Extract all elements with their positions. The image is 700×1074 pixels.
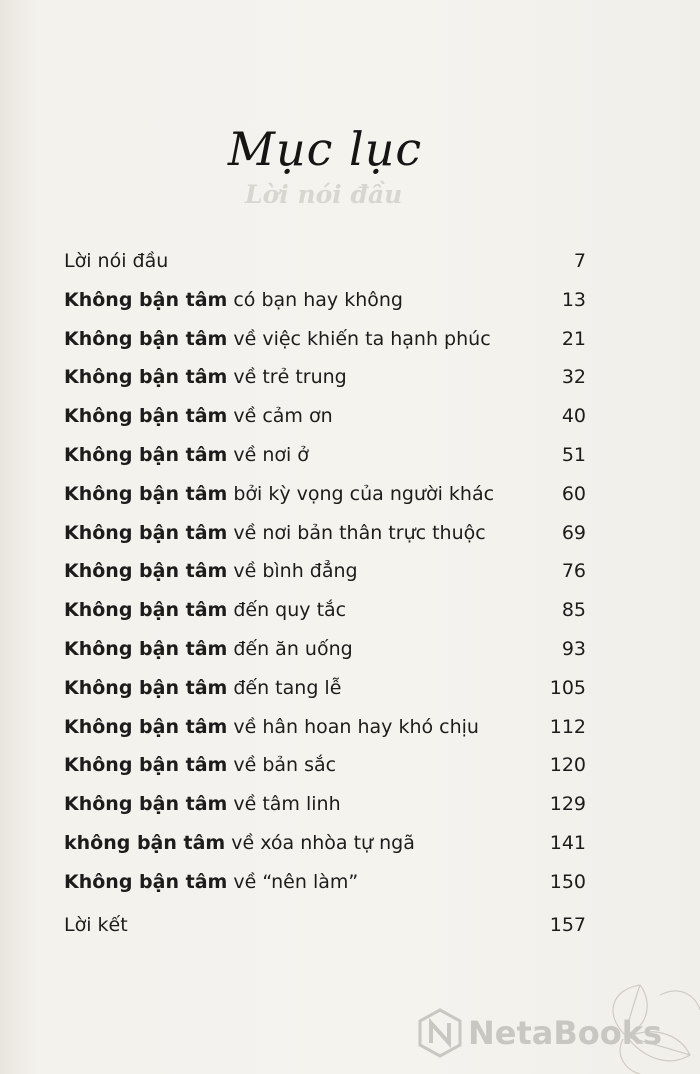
toc-row: Không bận tâm đến tang lễ 105 [64,669,594,708]
page-number: 51 [561,443,586,466]
toc-row: Không bận tâm về bản sắc 120 [64,746,594,785]
page-number: 93 [561,637,586,660]
page-number: 60 [561,482,586,505]
toc-row: Không bận tâm về bình đẳng 76 [64,552,594,591]
toc-row: Không bận tâm về cảm ơn 40 [64,397,594,436]
page-number: 85 [561,599,586,622]
page-number: 129 [549,793,586,816]
page-number: 32 [561,366,586,389]
page-number: 112 [549,715,586,738]
toc-row: Không bận tâm về trẻ trung 32 [64,358,594,397]
toc-row: Lời nói đầu 7 [64,242,594,281]
page-number: 120 [549,754,586,777]
page-number: 105 [549,676,586,699]
page-number: 76 [561,560,586,583]
toc-row: Không bận tâm có bạn hay không 13 [64,281,594,320]
page-number: 69 [561,521,586,544]
toc-row: Không bận tâm đến quy tắc 85 [64,591,594,630]
toc-row: Không bận tâm về “nên làm” 150 [64,863,594,902]
netabooks-logo-icon [418,1008,462,1058]
page-number: 21 [561,327,586,350]
toc-row: Lời kết 157 [64,906,594,945]
page-number: 7 [573,250,586,272]
watermark [418,1008,662,1058]
toc-row: Không bận tâm đến ăn uống 93 [64,630,594,669]
page-number: 13 [561,288,586,311]
toc-row: Không bận tâm về hân hoan hay khó chịu 112 [64,708,594,747]
toc-row: Không bận tâm về nơi ở 51 [64,436,594,475]
toc-row: Không bận tâm về tâm linh 129 [64,785,594,824]
toc-row: Không bận tâm bởi kỳ vọng của người khác 60 [64,475,594,514]
page-title: Mục lục [227,122,423,176]
watermark-text: NetaBooks [468,1014,663,1052]
table-of-contents [64,242,594,944]
page-number: 40 [561,405,586,428]
toc-row: Không bận tâm về nơi bản thân trực thuộc 69 [64,514,594,553]
toc-row: Không bận tâm về việc khiến ta hạnh phúc 21 [64,320,594,359]
page-number: 157 [549,913,586,936]
page-number: 150 [549,870,586,893]
bleed-through-text: Lời nói đầu [245,180,403,209]
page-number: 141 [549,831,586,854]
toc-row: không bận tâm về xóa nhòa tự ngã 141 [64,824,594,863]
